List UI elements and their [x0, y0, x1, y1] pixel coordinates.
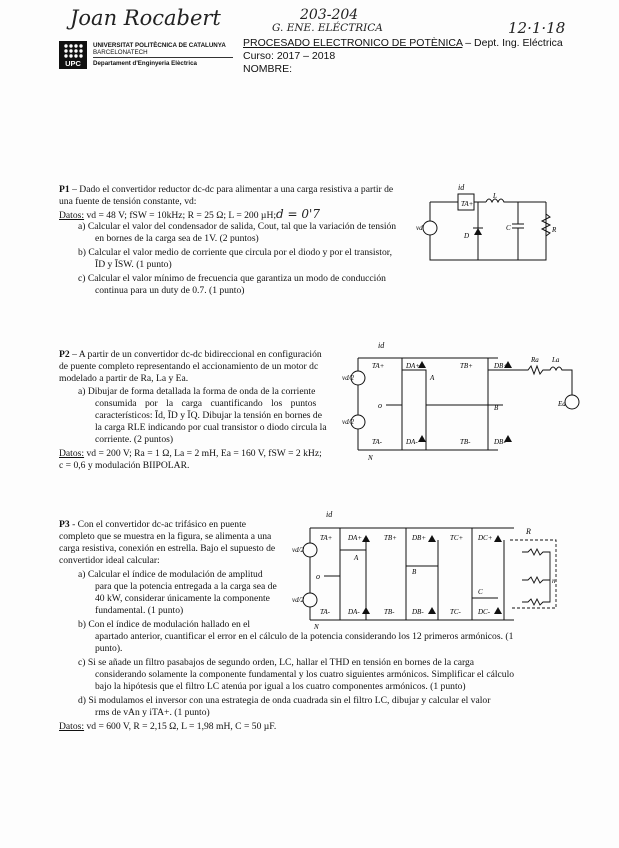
handwritten-subject: G. ENE. ELÉCTRICA: [272, 22, 383, 34]
p1-datos-label: Datos:: [59, 210, 85, 221]
p3-a4: fundamental. (1 punto): [95, 605, 184, 616]
p3-d2: rms de vAn y iTA+. (1 punto): [95, 707, 210, 718]
p1-intro: [59, 184, 393, 196]
p3-c3: bajo la hipótesis que el filtro LC atenúa por igual a los cuatro componentes armónicos. (1 punto): [95, 681, 466, 692]
p3-da-label: DA+: [348, 534, 363, 542]
p1-t-label: TA+: [461, 200, 474, 208]
p3-l4: convertidor ideal calcular:: [59, 555, 160, 566]
p3-b1: b) Con el índice de modulación hallado en el: [78, 619, 251, 630]
p3-l1: [59, 519, 246, 531]
upc-logo: [59, 41, 87, 69]
p2-datos-label: Datos:: [59, 448, 85, 459]
p3-a1: a) Calcular el índice de modulación de amplitud: [78, 569, 263, 580]
p2-node-b: B: [494, 404, 499, 412]
p1-d-label: D: [464, 232, 470, 240]
p3-node-a: A: [354, 554, 359, 562]
p2-a2: consumida por la carga cuantificando los puntos: [95, 398, 317, 409]
p3-node-n-small: n: [552, 577, 556, 585]
p2-label: P2: [59, 349, 70, 360]
p2-datos: [59, 448, 322, 460]
p1-datos-text: vd = 48 V; fSW = 10kHz; R = 25 Ω; L = 200 µH;: [84, 210, 277, 221]
p3-node-n: N: [314, 623, 319, 631]
p1-c1: c) Calcular el valor mínimo de frecuencia que garantiza un modo de conducción: [78, 273, 386, 284]
p3-node-o: o: [316, 572, 320, 581]
p2-node-a: A: [430, 374, 435, 382]
p2-ra-label: Ra: [531, 356, 539, 364]
p3-b3: punto).: [95, 643, 123, 654]
p2-ta-label: TA+: [372, 362, 385, 370]
handwritten-exam-code: 203-204: [300, 7, 359, 23]
p1-intro-text: – Dado el convertidor reductor dc-dc para alimentar a una carga resistiva a partir de: [69, 184, 394, 195]
logo-text: UPC: [65, 59, 81, 68]
p1-c2: continua para un duty de 0.7. (1 punto): [95, 285, 245, 296]
p1-buck-circuit: [418, 180, 558, 270]
header-divider: [93, 57, 233, 58]
p1-b2: ĪD y ĪSW. (1 punto): [95, 259, 172, 270]
p2-a5: corriente. (2 puntos): [95, 434, 174, 445]
p1-r-label: R: [552, 226, 557, 234]
course-dept: – Dept. Ing. Eléctrica: [462, 37, 563, 49]
p3-da-minus-label: DA-: [348, 608, 360, 616]
p2-node-o: o: [378, 401, 382, 410]
p3-c2: considerando solamente la componente fundamental y los cuatro siguientes armónicos. Simplificar el cálculo: [95, 669, 515, 680]
p2-da-minus-label: DA-: [406, 438, 418, 446]
p2-l2: de puente completo representando el accionamiento de un motor dc: [59, 361, 319, 372]
handwritten-duty: d = 0'7: [276, 207, 320, 221]
p3-datos: [59, 721, 276, 733]
p3-db-minus-label: DB-: [412, 608, 424, 616]
p3-l2: completo que se muestra en la figura, se alimenta a una: [59, 531, 272, 542]
p1-b1: b) Calcular el valor medio de corriente que circula por el diodo y por el transistor,: [78, 247, 392, 258]
p3-a3: 40 kW, considerar únicamente la componente: [95, 593, 270, 604]
p3-c1: c) Si se añade un filtro pasabajos de segundo orden, LC, hallar el THD en tensión en bornes de la carga: [78, 657, 475, 668]
p2-datos-text: vd = 200 V; Ra = 1 Ω, La = 2 mH, Ea = 160 V, fSW = 2 kHz;: [84, 448, 322, 459]
p2-db-minus-label: DB-: [494, 438, 506, 446]
p3-datos-label: Datos:: [59, 721, 85, 732]
course-title-line: [243, 37, 563, 50]
nombre: NOMBRE:: [243, 63, 293, 75]
p2-ta-minus-label: TA-: [372, 438, 382, 446]
p2-datos2: c = 0,6 y modulación BIIPOLAR.: [59, 460, 190, 471]
p2-id-label: id: [378, 341, 385, 350]
p2-hbridge-circuit: [338, 340, 578, 465]
p1-a2: en bornes de la carga sea de 1V. (2 puntos): [95, 233, 259, 244]
p3-dc-label: DC+: [478, 534, 493, 542]
p2-tb-minus-label: TB-: [460, 438, 471, 446]
p3-r-label: R: [526, 527, 531, 536]
university-subname: BARCELONATECH: [93, 49, 148, 56]
p2-da-label: DA+: [406, 362, 421, 370]
p2-l1-text: – A partir de un convertidor dc-dc bidireccional en configuración: [69, 349, 322, 360]
p3-dc-minus-label: DC-: [478, 608, 491, 616]
p2-vd2-bot: vd/2: [342, 418, 355, 426]
p1-label: P1: [59, 184, 70, 195]
p3-b2: apartado anterior, cuantificar el error en el cálculo de la potencia considerando los 12 primeros armónicos. (1: [95, 631, 514, 642]
p2-l1: [59, 349, 322, 361]
p3-l3: carga resistiva, conexión en estrella. Bajo el supuesto de: [59, 543, 276, 554]
p1-vd-label: vd: [416, 224, 423, 232]
p3-datos-text: vd = 600 V, R = 2,15 Ω, L = 1,98 mH, C = 50 µF.: [84, 721, 277, 732]
p3-db-label: DB+: [412, 534, 427, 542]
handwritten-date: 12·1·18: [508, 19, 566, 37]
p1-l-label: L: [493, 192, 497, 200]
p3-node-b: B: [412, 568, 417, 576]
p2-l3: modelado a partir de Ra, La y Ea.: [59, 373, 189, 384]
p1-datos: [59, 208, 320, 222]
p2-a4: la carga RLE indicando por cual transistor o diodo circula la: [95, 422, 327, 433]
p3-d1: d) Si modulamos el inversor con una estrategia de onda cuadrada sin el filtro LC, dibujar y calcular el valor: [78, 695, 491, 706]
curso: Curso: 2017 – 2018: [243, 50, 336, 62]
p3-vd2-top: vd/2: [292, 546, 305, 554]
p3-id-label: id: [326, 510, 333, 519]
p2-vd2-top: vd/2: [342, 374, 355, 382]
p2-ea-label: Ea: [558, 400, 566, 408]
department-name: Departament d'Enginyeria Elèctrica: [93, 60, 197, 67]
handwritten-name: Joan Rocabert: [70, 6, 221, 30]
p3-label: P3: [59, 519, 70, 530]
p2-a3: característicos: Īd, ĪD y ĪQ. Dibujar la tensión en bornes de: [95, 410, 322, 421]
course-title: PROCESADO ELECTRONICO DE POTÈNICA: [243, 37, 463, 49]
p3-tc-label: TC+: [450, 534, 464, 542]
p2-node-n: N: [368, 454, 373, 462]
p2-a1: a) Dibujar de forma detallada la forma de onda de la corriente: [78, 386, 316, 397]
p3-ta-minus-label: TA-: [320, 608, 330, 616]
p3-tb-label: TB+: [384, 534, 397, 542]
p3-tb-minus-label: TB-: [384, 608, 395, 616]
p2-db-label: DB+: [494, 362, 509, 370]
university-name: UNIVERSITAT POLITÈCNICA DE CATALUNYA: [93, 42, 226, 49]
p1-id-label: id: [458, 183, 465, 192]
p2-la-label: La: [552, 356, 560, 364]
p3-tc-minus-label: TC-: [450, 608, 461, 616]
p1-c-label: C: [506, 224, 511, 232]
p3-node-c: C: [478, 588, 483, 596]
p1-a1: a) Calcular el valor del condensador de salida, Cout, tal que la variación de tensión: [78, 221, 397, 232]
p1-intro2: una fuente de tensión constante, vd:: [59, 196, 197, 207]
p3-l1-text: - Con el convertidor dc-ac trifásico en puente: [69, 519, 247, 530]
p3-ta-label: TA+: [320, 534, 333, 542]
p3-a2: para que la potencia entregada a la carga sea de: [95, 581, 277, 592]
p2-tb-label: TB+: [460, 362, 473, 370]
p3-inverter-circuit: [288, 508, 568, 633]
p3-vd2-bot: vd/2: [292, 596, 305, 604]
